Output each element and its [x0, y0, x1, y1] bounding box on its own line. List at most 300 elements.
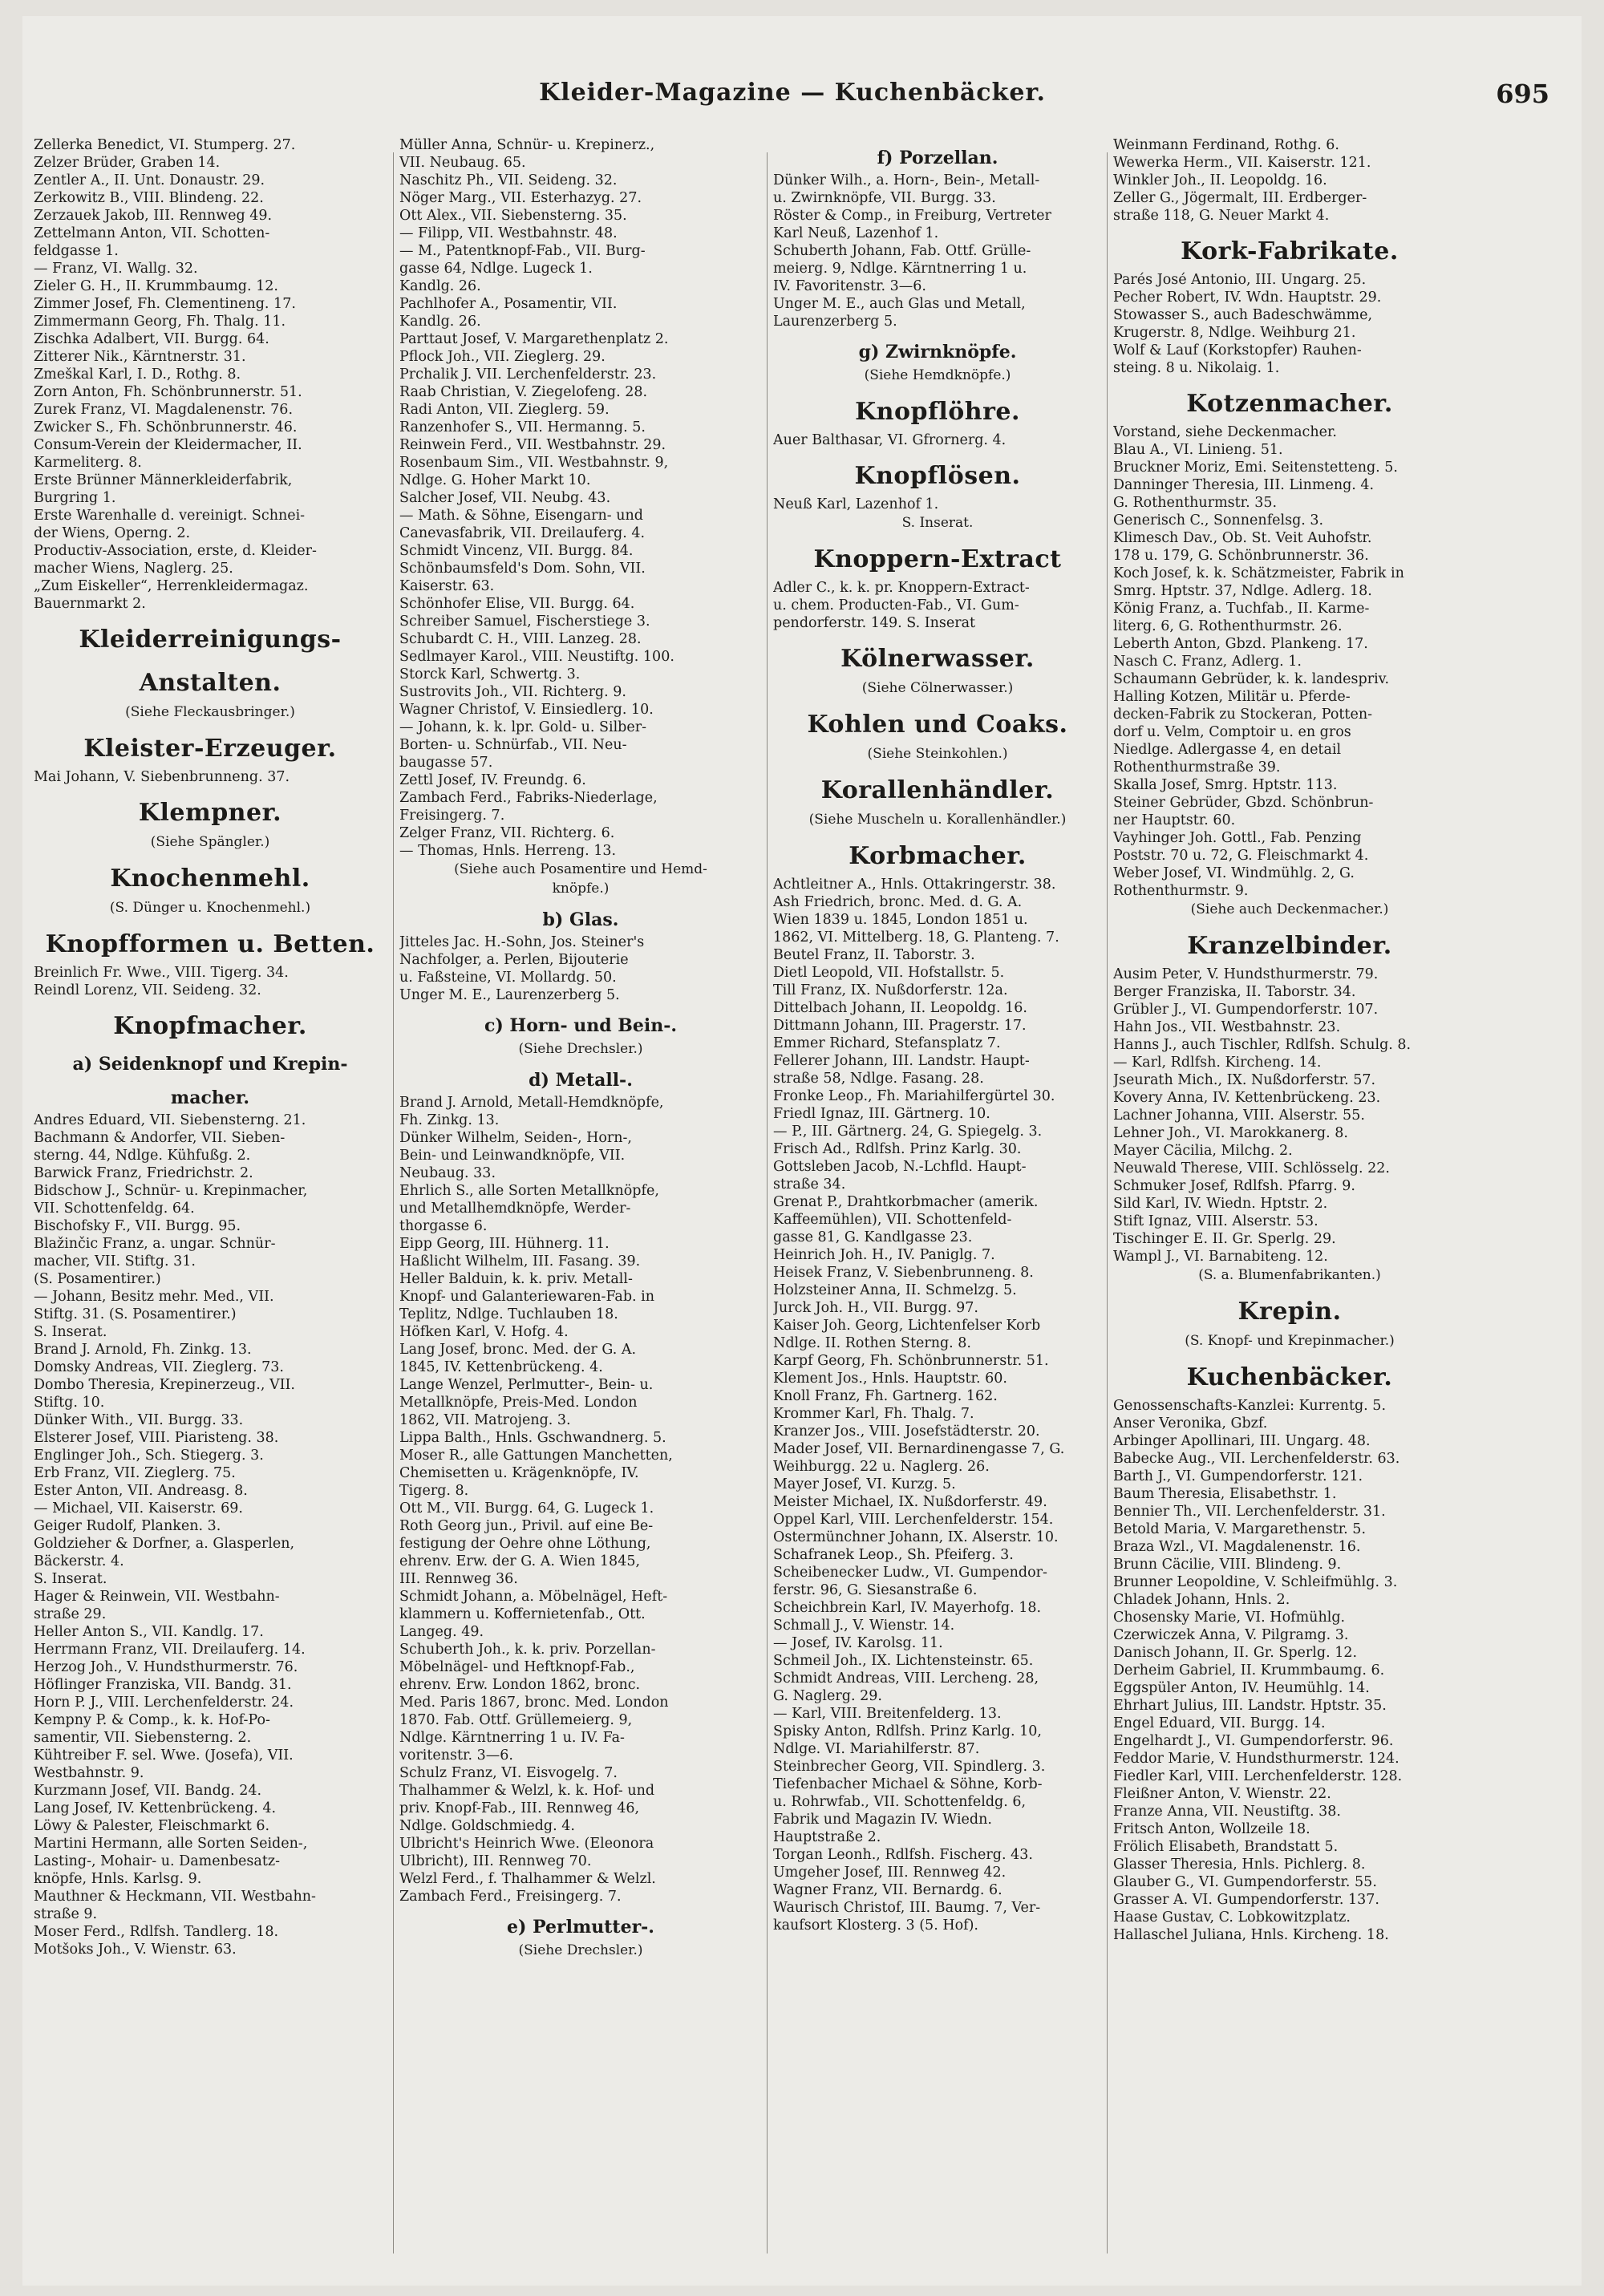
- directory-entry: Zettelmann Anton, VII. Schotten-: [34, 225, 270, 241]
- subsection-heading: b) Glas.: [542, 909, 619, 930]
- directory-entry: Scheichbrein Karl, IV. Mayerhofg. 18.: [773, 1600, 1042, 1616]
- directory-entry: Erste Brünner Männerkleiderfabrik,: [34, 472, 293, 488]
- directory-entry: Vorstand, siehe Deckenmacher.: [1113, 424, 1337, 440]
- directory-entry: Höflinger Franziska, VII. Bandg. 31.: [34, 1677, 292, 1693]
- directory-entry: Rothenthurmstraße 39.: [1113, 759, 1281, 775]
- section-heading: Knopflösen.: [854, 462, 1021, 490]
- directory-entry: Torgan Leonh., Rdlfsh. Fischerg. 43.: [773, 1847, 1033, 1863]
- directory-entry: Erb Franz, VII. Zieglerg. 75.: [34, 1465, 236, 1481]
- directory-entry: Danninger Theresia, III. Linmeng. 4.: [1113, 477, 1375, 493]
- directory-entry: Zelger Franz, VII. Richterg. 6.: [399, 825, 615, 841]
- directory-entry: Mayer Cäcilia, Milchg. 2.: [1113, 1143, 1293, 1159]
- directory-entry: König Franz, a. Tuchfab., II. Karme-: [1113, 601, 1370, 617]
- directory-entry: G. Rothenthurmstr. 35.: [1113, 495, 1278, 511]
- directory-entry: Lasting-, Mohair- u. Damenbesatz-: [34, 1853, 280, 1869]
- column-rule: [1107, 152, 1108, 2253]
- directory-entry: Teplitz, Ndlge. Tuchlauben 18.: [399, 1306, 618, 1322]
- directory-entry: Kaiserstr. 63.: [399, 578, 495, 594]
- directory-page: [22, 16, 1582, 2286]
- directory-entry: Dittelbach Johann, II. Leopoldg. 16.: [773, 1000, 1027, 1016]
- directory-entry: Halling Kotzen, Militär u. Pferde-: [1113, 689, 1351, 705]
- directory-entry: Moser R., alle Gattungen Manchetten,: [399, 1448, 673, 1464]
- directory-entry: Leberth Anton, Gbzd. Plankeng. 17.: [1113, 636, 1368, 652]
- cross-reference-note: (Siehe Cölnerwasser.): [861, 680, 1014, 696]
- directory-entry: straße 29.: [34, 1606, 107, 1622]
- directory-entry: Brand J. Arnold, Fh. Zinkg. 13.: [34, 1342, 252, 1358]
- directory-entry: 1862, VII. Matrojeng. 3.: [399, 1412, 571, 1428]
- directory-entry: Czerwiczek Anna, V. Pilgramg. 3.: [1113, 1627, 1349, 1643]
- directory-entry: Laurenzerberg 5.: [773, 314, 897, 330]
- section-heading: Kuchenbäcker.: [1186, 1363, 1393, 1391]
- directory-entry: Schubardt C. H., VIII. Lanzeg. 28.: [399, 631, 642, 647]
- directory-entry: — Thomas, Hnls. Herreng. 13.: [399, 843, 617, 859]
- directory-entry: gasse 64, Ndlge. Lugeck 1.: [399, 261, 593, 277]
- directory-entry: Glauber G., VI. Gumpendorferstr. 55.: [1113, 1874, 1377, 1890]
- section-heading: Korbmacher.: [849, 842, 1027, 870]
- directory-entry: Unger M. E., auch Glas und Metall,: [773, 296, 1026, 312]
- directory-entry: Grasser A. VI. Gumpendorferstr. 137.: [1113, 1892, 1379, 1908]
- directory-entry: Zentler A., II. Unt. Donaustr. 29.: [34, 172, 265, 188]
- directory-entry: Kühtreiber F. sel. Wwe. (Josefa), VII.: [34, 1747, 294, 1764]
- directory-entry: VII. Neubaug. 65.: [399, 155, 526, 171]
- directory-entry: Schmidt Vincenz, VII. Burgg. 84.: [399, 543, 634, 559]
- column-rule: [393, 152, 394, 2253]
- directory-entry: Arbinger Apollinari, III. Ungarg. 48.: [1113, 1433, 1371, 1449]
- directory-entry: sterng. 44, Ndlge. Kühfußg. 2.: [34, 1148, 251, 1164]
- subsection-heading: a) Seidenknopf und Krepin-: [72, 1054, 348, 1075]
- directory-entry: Eggspüler Anton, IV. Heumühlg. 14.: [1113, 1680, 1370, 1696]
- directory-entry: Rosenbaum Sim., VII. Westbahnstr. 9,: [399, 455, 669, 471]
- directory-entry: Zettl Josef, IV. Freundg. 6.: [399, 772, 586, 788]
- directory-entry: — Michael, VII. Kaiserstr. 69.: [34, 1500, 243, 1516]
- directory-entry: — Johann, k. k. lpr. Gold- u. Silber-: [399, 719, 647, 735]
- directory-entry: gasse 81, G. Kandlgasse 23.: [773, 1229, 973, 1245]
- directory-entry: macher Wiens, Naglerg. 25.: [34, 561, 233, 577]
- directory-entry: Bachmann & Andorfer, VII. Sieben-: [34, 1130, 286, 1146]
- directory-entry: Derheim Gabriel, II. Krummbaumg. 6.: [1113, 1662, 1385, 1678]
- directory-entry: Bäckerstr. 4.: [34, 1553, 124, 1569]
- directory-entry: Zambach Ferd., Freisingerg. 7.: [399, 1889, 622, 1905]
- directory-entry: ferstr. 96, G. Siesanstraße 6.: [773, 1582, 978, 1598]
- directory-entry: Ulbricht's Heinrich Wwe. (Eleonora: [399, 1836, 654, 1852]
- section-heading: Knochenmehl.: [110, 865, 310, 893]
- directory-entry: Babecke Aug., VII. Lerchenfelderstr. 63.: [1113, 1451, 1400, 1467]
- directory-entry: Berger Franziska, II. Taborstr. 34.: [1113, 984, 1356, 1000]
- directory-entry: Bauernmarkt 2.: [34, 596, 146, 612]
- directory-entry: Parés José Antonio, III. Ungarg. 25.: [1113, 272, 1367, 288]
- directory-entry: 1862, VI. Mittelberg. 18, G. Planteng. 7.: [773, 929, 1059, 946]
- directory-entry: Beutel Franz, II. Taborstr. 3.: [773, 947, 975, 963]
- directory-entry: Geiger Rudolf, Planken. 3.: [34, 1518, 221, 1534]
- directory-entry: meierg. 9, Ndlge. Kärntnerring 1 u.: [773, 261, 1027, 277]
- directory-entry: — Franz, VI. Wallg. 32.: [34, 261, 198, 277]
- directory-entry: Parttaut Josef, V. Margarethenplatz 2.: [399, 331, 669, 347]
- directory-entry: knöpfe, Hnls. Karlsg. 9.: [34, 1871, 202, 1887]
- cross-reference-note: (S. Knopf- und Krepinmacher.): [1185, 1333, 1395, 1349]
- directory-entry: Tiefenbacher Michael & Söhne, Korb-: [773, 1776, 1043, 1792]
- directory-entry: Domsky Andreas, VII. Zieglerg. 73.: [34, 1359, 284, 1375]
- directory-entry: Schmuker Josef, Rdlfsh. Pfarrg. 9.: [1113, 1178, 1355, 1194]
- directory-entry: Eipp Georg, III. Hühnerg. 11.: [399, 1236, 610, 1252]
- directory-entry: Jurck Joh. H., VII. Burgg. 97.: [773, 1300, 978, 1316]
- directory-entry: Schmidt Andreas, VIII. Lercheng. 28,: [773, 1670, 1039, 1687]
- directory-entry: ehrenv. Erw. der G. A. Wien 1845,: [399, 1553, 641, 1569]
- directory-entry: Wampl J., VI. Barnabiteng. 12.: [1113, 1249, 1328, 1265]
- directory-entry: Tischinger E. II. Gr. Sperlg. 29.: [1113, 1231, 1336, 1247]
- directory-entry: — Karl, VIII. Breitenfelderg. 13.: [773, 1706, 1002, 1722]
- directory-entry: Nachfolger, a. Perlen, Bijouterie: [399, 952, 629, 968]
- directory-entry: Fleißner Anton, V. Wienstr. 22.: [1113, 1786, 1331, 1802]
- directory-entry: straße 58, Ndlge. Fasang. 28.: [773, 1071, 984, 1087]
- directory-entry: Wien 1839 u. 1845, London 1851 u.: [773, 912, 1028, 928]
- directory-entry: Westbahnstr. 9.: [34, 1765, 144, 1781]
- directory-entry: Schmeil Joh., IX. Lichtensteinstr. 65.: [773, 1653, 1034, 1669]
- directory-entry: Productiv-Association, erste, d. Kleider-: [34, 543, 317, 559]
- directory-entry: — Filipp, VII. Westbahnstr. 48.: [399, 225, 618, 241]
- directory-entry: Wolf & Lauf (Korkstopfer) Rauhen-: [1113, 342, 1362, 358]
- directory-entry: Umgeher Josef, III. Rennweg 42.: [773, 1865, 1007, 1881]
- directory-entry: ner Hauptstr. 60.: [1113, 812, 1236, 828]
- directory-entry: Zimmer Josef, Fh. Clementineng. 17.: [34, 296, 296, 312]
- subsection-heading: macher.: [170, 1087, 250, 1108]
- directory-entry: Mader Josef, VII. Bernardinengasse 7, G.: [773, 1441, 1065, 1457]
- directory-entry: Engel Eduard, VII. Burgg. 14.: [1113, 1715, 1326, 1731]
- directory-entry: Niedlge. Adlergasse 4, en detail: [1113, 742, 1342, 758]
- directory-entry: Skalla Josef, Smrg. Hptstr. 113.: [1113, 777, 1338, 793]
- directory-entry: Sustrovits Joh., VII. Richterg. 9.: [399, 684, 626, 700]
- directory-entry: Genossenschafts-Kanzlei: Kurrentg. 5.: [1113, 1398, 1387, 1414]
- section-heading: Kotzenmacher.: [1186, 390, 1393, 418]
- directory-entry: Adler C., k. k. pr. Knoppern-Extract-: [773, 580, 1030, 596]
- section-heading: Knopfmacher.: [113, 1012, 307, 1040]
- directory-entry: Dünker With., VII. Burgg. 33.: [34, 1412, 244, 1428]
- directory-entry: Zerkowitz B., VIII. Blindeng. 22.: [34, 190, 264, 206]
- directory-entry: Kaffeemühlen), VII. Schottenfeld-: [773, 1212, 1012, 1228]
- directory-entry: Stift Ignaz, VIII. Alserstr. 53.: [1113, 1213, 1318, 1229]
- section-heading: Anstalten.: [139, 669, 282, 697]
- directory-entry: Meister Michael, IX. Nußdorferstr. 49.: [773, 1494, 1047, 1510]
- directory-entry: Bruckner Moriz, Emi. Seitenstetteng. 5.: [1113, 460, 1398, 476]
- directory-entry: Kovery Anna, IV. Kettenbrückeng. 23.: [1113, 1090, 1381, 1106]
- directory-entry: Herrmann Franz, VII. Dreilauferg. 14.: [34, 1642, 306, 1658]
- directory-entry: Herzog Joh., V. Hundsthurmerstr. 76.: [34, 1659, 298, 1675]
- cross-reference-note: (Siehe Hemdknöpfe.): [864, 367, 1011, 383]
- directory-entry: S. Inserat.: [34, 1571, 107, 1587]
- directory-entry: Barth J., VI. Gumpendorferstr. 121.: [1113, 1468, 1363, 1484]
- directory-entry: Kranzer Jos., VIII. Josefstädterstr. 20.: [773, 1423, 1040, 1440]
- directory-entry: Löwy & Palester, Fleischmarkt 6.: [34, 1818, 270, 1834]
- directory-entry: Pachlhofer A., Posamentir, VII.: [399, 296, 618, 312]
- directory-entry: Betold Maria, V. Margarethenstr. 5.: [1113, 1521, 1367, 1537]
- directory-entry: u. Faßsteine, VI. Mollardg. 50.: [399, 970, 617, 986]
- section-heading: Kohlen und Coaks.: [807, 711, 1068, 739]
- directory-entry: Schaumann Gebrüder, k. k. landespriv.: [1113, 671, 1390, 687]
- directory-entry: Knopf- und Galanteriewaren-Fab. in: [399, 1289, 655, 1305]
- cross-reference-note: (Siehe Steinkohlen.): [867, 746, 1008, 762]
- directory-entry: Schulz Franz, VI. Eisvogelg. 7.: [399, 1765, 618, 1781]
- cross-reference-note: (Siehe Drechsler.): [518, 1942, 643, 1958]
- directory-entry: Stiftg. 10.: [34, 1395, 105, 1411]
- directory-entry: Kandlg. 26.: [399, 314, 481, 330]
- directory-entry: Krugerstr. 8, Ndlge. Weihburg 21.: [1113, 325, 1356, 341]
- directory-entry: — Josef, IV. Karolsg. 11.: [773, 1635, 943, 1651]
- directory-entry: Neuwald Therese, VIII. Schlösselg. 22.: [1113, 1160, 1390, 1176]
- directory-entry: der Wiens, Operng. 2.: [34, 525, 191, 541]
- directory-entry: Müller Anna, Schnür- u. Krepinerz.,: [399, 137, 655, 153]
- directory-entry: Unger M. E., Laurenzerberg 5.: [399, 987, 620, 1003]
- directory-entry: steing. 8 u. Nikolaig. 1.: [1113, 360, 1280, 376]
- directory-entry: Schreiber Samuel, Fischerstiege 3.: [399, 613, 650, 630]
- directory-entry: Ndlge. G. Hoher Markt 10.: [399, 472, 591, 488]
- cross-reference-note: (Siehe Spängler.): [150, 834, 270, 850]
- directory-entry: Winkler Joh., II. Leopoldg. 16.: [1113, 172, 1327, 188]
- cross-reference-note: (Siehe Muscheln u. Korallenhändler.): [808, 812, 1067, 828]
- directory-entry: Braza Wzl., VI. Magdalenenstr. 16.: [1113, 1539, 1361, 1555]
- directory-entry: u. Rohrwfab., VII. Schottenfeldg. 6,: [773, 1794, 1027, 1810]
- directory-entry: Haßlicht Wilhelm, III. Fasang. 39.: [399, 1253, 641, 1269]
- directory-entry: straße 118, G. Neuer Markt 4.: [1113, 208, 1330, 224]
- directory-entry: Auer Balthasar, VI. Gfrornerg. 4.: [773, 432, 1007, 448]
- directory-entry: festigung der Oehre ohne Löthung,: [399, 1536, 651, 1552]
- directory-entry: Heller Anton S., VII. Kandlg. 17.: [34, 1624, 264, 1640]
- directory-entry: Frisch Ad., Rdlfsh. Prinz Karlg. 30.: [773, 1141, 1022, 1157]
- directory-entry: Schafranek Leop., Sh. Pfeiferg. 3.: [773, 1547, 1014, 1563]
- directory-entry: Naschitz Ph., VII. Seideng. 32.: [399, 172, 618, 188]
- directory-entry: Klimesch Dav., Ob. St. Veit Auhofstr.: [1113, 530, 1372, 546]
- directory-entry: Metallknöpfe, Preis-Med. London: [399, 1395, 638, 1411]
- directory-entry: Motšoks Joh., V. Wienstr. 63.: [34, 1942, 237, 1958]
- directory-entry: Dietl Leopold, VII. Hofstallstr. 5.: [773, 965, 1005, 981]
- directory-entry: Hauptstraße 2.: [773, 1829, 881, 1845]
- directory-entry: Ulbricht), III. Rennweg 70.: [399, 1853, 592, 1869]
- section-heading: Krepin.: [1237, 1298, 1342, 1326]
- directory-entry: Bennier Th., VII. Lerchenfelderstr. 31.: [1113, 1504, 1386, 1520]
- directory-entry: baugasse 57.: [399, 755, 493, 771]
- section-heading: Klempner.: [138, 799, 282, 827]
- column-4: [1113, 136, 1466, 2286]
- directory-entry: Ehrlich S., alle Sorten Metallknöpfe,: [399, 1183, 659, 1199]
- directory-entry: Englinger Joh., Sch. Stiegerg. 3.: [34, 1448, 264, 1464]
- directory-entry: Bidschow J., Schnür- u. Krepinmacher,: [34, 1183, 308, 1199]
- section-heading: Knopfformen u. Betten.: [45, 930, 375, 958]
- directory-entry: — P., III. Gärtnerg. 24, G. Spiegelg. 3.: [773, 1124, 1043, 1140]
- directory-entry: Ott M., VII. Burgg. 64, G. Lugeck 1.: [399, 1500, 654, 1516]
- directory-entry: Engelhardt J., VI. Gumpendorferstr. 96.: [1113, 1733, 1394, 1749]
- directory-entry: Hahn Jos., VII. Westbahnstr. 23.: [1113, 1019, 1341, 1035]
- directory-entry: Brand J. Arnold, Metall-Hemdknöpfe,: [399, 1095, 664, 1111]
- directory-entry: Salcher Josef, VII. Neubg. 43.: [399, 490, 611, 506]
- cross-reference-note: (Siehe Drechsler.): [518, 1041, 643, 1057]
- directory-entry: Elsterer Josef, VIII. Piaristeng. 38.: [34, 1430, 279, 1446]
- section-heading: Kölnerwasser.: [840, 645, 1035, 673]
- directory-entry: Jseurath Mich., IX. Nußdorferstr. 57.: [1113, 1072, 1376, 1088]
- directory-entry: Schönhofer Elise, VII. Burgg. 64.: [399, 596, 635, 612]
- directory-entry: Wewerka Herm., VII. Kaiserstr. 121.: [1113, 155, 1371, 171]
- directory-entry: u. Zwirnknöpfe, VII. Burgg. 33.: [773, 190, 996, 206]
- directory-entry: Ostermünchner Johann, IX. Alserstr. 10.: [773, 1529, 1059, 1545]
- directory-entry: Zitterer Nik., Kärntnerstr. 31.: [34, 349, 246, 365]
- directory-entry: Dünker Wilh., a. Horn-, Bein-, Metall-: [773, 172, 1040, 188]
- directory-entry: Karmeliterg. 8.: [34, 455, 142, 471]
- directory-entry: Bischofsky F., VII. Burgg. 95.: [34, 1218, 241, 1234]
- directory-entry: Brunner Leopoldine, V. Schleifmühlg. 3.: [1113, 1574, 1398, 1590]
- directory-entry: Neubaug. 33.: [399, 1165, 496, 1181]
- directory-entry: Höfken Karl, V. Hofg. 4.: [399, 1324, 569, 1340]
- subsection-heading: e) Perlmutter-.: [507, 1917, 654, 1938]
- directory-entry: Zambach Ferd., Fabriks-Niederlage,: [399, 790, 658, 806]
- directory-entry: macher, VII. Stiftg. 31.: [34, 1253, 196, 1269]
- directory-entry: Burgring 1.: [34, 490, 116, 506]
- directory-entry: Zimmermann Georg, Fh. Thalg. 11.: [34, 314, 286, 330]
- page-header: [22, 72, 1582, 128]
- directory-entry: Storck Karl, Schwertg. 3.: [399, 666, 581, 682]
- directory-entry: Reindl Lorenz, VII. Seideng. 32.: [34, 982, 261, 998]
- directory-entry: Ehrhart Julius, III. Landstr. Hptstr. 35.: [1113, 1698, 1387, 1714]
- cross-reference-note: knöpfe.): [552, 881, 610, 897]
- directory-entry: Karpf Georg, Fh. Schönbrunnerstr. 51.: [773, 1353, 1049, 1369]
- directory-entry: — Karl, Rdlfsh. Kircheng. 14.: [1113, 1055, 1322, 1071]
- directory-entry: Haase Gustav, C. Lobkowitzplatz.: [1113, 1909, 1351, 1925]
- column-rule: [767, 152, 768, 2253]
- directory-entry: Weinmann Ferdinand, Rothg. 6.: [1113, 137, 1339, 153]
- directory-entry: Ndlge. Goldschmiedg. 4.: [399, 1818, 575, 1834]
- directory-entry: Fellerer Johann, III. Landstr. Haupt-: [773, 1053, 1030, 1069]
- directory-entry: und Metallhemdknöpfe, Werder-: [399, 1201, 631, 1217]
- directory-entry: Fiedler Karl, VIII. Lerchenfelderstr. 128.: [1113, 1768, 1403, 1784]
- directory-entry: Stowasser S., auch Badeschwämme,: [1113, 307, 1373, 323]
- directory-entry: Sild Karl, IV. Wiedn. Hptstr. 2.: [1113, 1196, 1328, 1212]
- directory-entry: IV. Favoritenstr. 3—6.: [773, 278, 926, 294]
- directory-entry: Ash Friedrich, bronc. Med. d. G. A.: [773, 894, 1023, 910]
- directory-entry: Emmer Richard, Stefansplatz 7.: [773, 1035, 1001, 1051]
- directory-entry: Till Franz, IX. Nußdorferstr. 12a.: [773, 982, 1008, 998]
- directory-entry: Feddor Marie, V. Hundsthurmerstr. 124.: [1113, 1751, 1399, 1767]
- directory-entry: klammern u. Koffernietenfab., Ott.: [399, 1606, 646, 1622]
- directory-entry: Vayhinger Joh. Gottl., Fab. Penzing: [1113, 830, 1362, 846]
- directory-entry: Schmall J., V. Wienstr. 14.: [773, 1618, 955, 1634]
- directory-entry: Grübler J., VI. Gumpendorferstr. 107.: [1113, 1002, 1379, 1018]
- directory-entry: Fh. Zinkg. 13.: [399, 1112, 500, 1128]
- directory-entry: Mai Johann, V. Siebenbrunneng. 37.: [34, 769, 290, 785]
- directory-entry: Lachner Johanna, VIII. Alserstr. 55.: [1113, 1108, 1365, 1124]
- section-heading: Knoppern-Extract: [813, 545, 1062, 573]
- directory-entry: Hager & Reinwein, VII. Westbahn-: [34, 1589, 280, 1605]
- directory-entry: Consum-Verein der Kleidermacher, II.: [34, 437, 302, 453]
- directory-entry: Chladek Johann, Hnls. 2.: [1113, 1592, 1290, 1608]
- directory-entry: Lang Josef, IV. Kettenbrückeng. 4.: [34, 1800, 277, 1816]
- directory-entry: Freisingerg. 7.: [399, 808, 505, 824]
- directory-entry: Smrg. Hptstr. 37, Ndlge. Adlerg. 18.: [1113, 583, 1372, 599]
- directory-entry: Blau A., VI. Linieng. 51.: [1113, 442, 1283, 458]
- directory-entry: Dittmann Johann, III. Pragerstr. 17.: [773, 1018, 1027, 1034]
- directory-entry: Ausim Peter, V. Hundsthurmerstr. 79.: [1113, 966, 1379, 982]
- directory-entry: pendorferstr. 149. S. Inserat: [773, 615, 976, 631]
- directory-entry: Wagner Christof, V. Einsiedlerg. 10.: [399, 702, 654, 718]
- directory-entry: Fronke Leop., Fh. Mariahilfergürtel 30.: [773, 1088, 1055, 1104]
- directory-entry: Ester Anton, VII. Andreasg. 8.: [34, 1483, 248, 1499]
- directory-entry: Zurek Franz, VI. Magdalenenstr. 76.: [34, 402, 294, 418]
- directory-entry: straße 9.: [34, 1906, 98, 1922]
- directory-entry: Dünker Wilhelm, Seiden-, Horn-,: [399, 1130, 632, 1146]
- directory-entry: — Math. & Söhne, Eisengarn- und: [399, 508, 644, 524]
- directory-entry: Friedl Ignaz, III. Gärtnerg. 10.: [773, 1106, 990, 1122]
- section-heading: Kleister-Erzeuger.: [83, 735, 337, 763]
- directory-entry: literg. 6, G. Rothenthurmstr. 26.: [1113, 618, 1343, 634]
- directory-entry: VII. Schottenfeldg. 64.: [34, 1201, 195, 1217]
- directory-entry: Borten- u. Schnürfab., VII. Neu-: [399, 737, 627, 753]
- directory-entry: Nasch C. Franz, Adlerg. 1.: [1113, 654, 1302, 670]
- directory-entry: Brunn Cäcilie, VIII. Blindeng. 9.: [1113, 1557, 1342, 1573]
- directory-entry: Frölich Elisabeth, Brandstatt 5.: [1113, 1839, 1339, 1855]
- directory-entry: S. Inserat.: [34, 1324, 107, 1340]
- section-heading: Knopflöhre.: [855, 398, 1020, 426]
- directory-entry: dorf u. Velm, Comptoir u. en gros: [1113, 724, 1351, 740]
- directory-entry: kaufsort Klosterg. 3 (5. Hof).: [773, 1917, 978, 1934]
- directory-entry: Jitteles Jac. H.-Sohn, Jos. Steiner's: [399, 934, 645, 950]
- column-2: [399, 136, 762, 2286]
- column-3: [773, 136, 1102, 2286]
- directory-entry: Krommer Karl, Fh. Thalg. 7.: [773, 1406, 974, 1422]
- directory-entry: — Johann, Besitz mehr. Med., VII.: [34, 1289, 274, 1305]
- directory-entry: Reinwein Ferd., VII. Westbahnstr. 29.: [399, 437, 666, 453]
- section-heading: Kleiderreinigungs-: [79, 626, 342, 654]
- directory-entry: Barwick Franz, Friedrichstr. 2.: [34, 1165, 253, 1181]
- directory-entry: Med. Paris 1867, bronc. Med. London: [399, 1695, 669, 1711]
- directory-entry: Stiftg. 31. (S. Posamentirer.): [34, 1306, 237, 1322]
- directory-entry: Canevasfabrik, VII. Dreilauferg. 4.: [399, 525, 646, 541]
- directory-entry: Pecher Robert, IV. Wdn. Hauptstr. 29.: [1113, 290, 1382, 306]
- directory-entry: Langeg. 49.: [399, 1624, 484, 1640]
- subsection-heading: f) Porzellan.: [877, 148, 998, 168]
- directory-entry: straße 34.: [773, 1176, 846, 1193]
- directory-entry: Chemisetten u. Krägenknöpfe, IV.: [399, 1465, 639, 1481]
- directory-entry: Dombo Theresia, Krepinerzeug., VII.: [34, 1377, 295, 1393]
- directory-entry: Ranzenhofer S., VII. Hermanng. 5.: [399, 419, 646, 435]
- directory-entry: Radi Anton, VII. Zieglerg. 59.: [399, 402, 610, 418]
- column-1: [34, 136, 387, 2286]
- directory-entry: 178 u. 179, G. Schönbrunnerstr. 36.: [1113, 548, 1369, 564]
- directory-entry: Generisch C., Sonnenfelsg. 3.: [1113, 512, 1324, 528]
- directory-entry: Goldzieher & Dorfner, a. Glasperlen,: [34, 1536, 295, 1552]
- directory-entry: Fabrik und Magazin IV. Wiedn.: [773, 1812, 992, 1828]
- directory-entry: (S. Posamentirer.): [34, 1271, 161, 1287]
- subsection-heading: c) Horn- und Bein-.: [484, 1015, 678, 1036]
- directory-entry: — M., Patentknopf-Fab., VII. Burg-: [399, 243, 646, 259]
- directory-entry: Lippa Balth., Hnls. Gschwandnerg. 5.: [399, 1430, 666, 1446]
- directory-entry: Kempny P. & Comp., k. k. Hof-Po-: [34, 1712, 270, 1728]
- directory-entry: Nöger Marg., VII. Esterhazyg. 27.: [399, 190, 642, 206]
- directory-entry: Chosensky Marie, VI. Hofmühlg.: [1113, 1610, 1346, 1626]
- directory-entry: priv. Knopf-Fab., III. Rennweg 46,: [399, 1800, 640, 1816]
- directory-entry: 1845, IV. Kettenbrückeng. 4.: [399, 1359, 603, 1375]
- directory-entry: Prchalik J. VII. Lerchenfelderstr. 23.: [399, 366, 657, 383]
- directory-entry: u. chem. Producten-Fab., VI. Gum-: [773, 597, 1019, 613]
- section-heading: Korallenhändler.: [820, 776, 1055, 804]
- directory-entry: Andres Eduard, VII. Siebensterng. 21.: [34, 1112, 306, 1128]
- directory-entry: Zieler G. H., II. Krummbaumg. 12.: [34, 278, 278, 294]
- directory-entry: Thalhammer & Welzl, k. k. Hof- und: [399, 1783, 655, 1799]
- directory-entry: Gottsleben Jacob, N.-Lchfld. Haupt-: [773, 1159, 1027, 1175]
- directory-entry: samentir, VII. Siebensterng. 2.: [34, 1730, 252, 1746]
- directory-entry: Heller Balduin, k. k. priv. Metall-: [399, 1271, 633, 1287]
- directory-entry: Schmidt Johann, a. Möbelnägel, Heft-: [399, 1589, 668, 1605]
- cross-reference-note: (S. a. Blumenfabrikanten.): [1198, 1267, 1381, 1283]
- directory-entry: Roth Georg jun., Privil. auf eine Be-: [399, 1518, 654, 1534]
- directory-entry: Heisek Franz, V. Siebenbrunneng. 8.: [773, 1265, 1034, 1281]
- directory-entry: Glasser Theresia, Hnls. Pichlerg. 8.: [1113, 1857, 1366, 1873]
- directory-entry: Ndlge. II. Rothen Sterng. 8.: [773, 1335, 971, 1351]
- directory-entry: Holzsteiner Anna, II. Schmelzg. 5.: [773, 1282, 1017, 1298]
